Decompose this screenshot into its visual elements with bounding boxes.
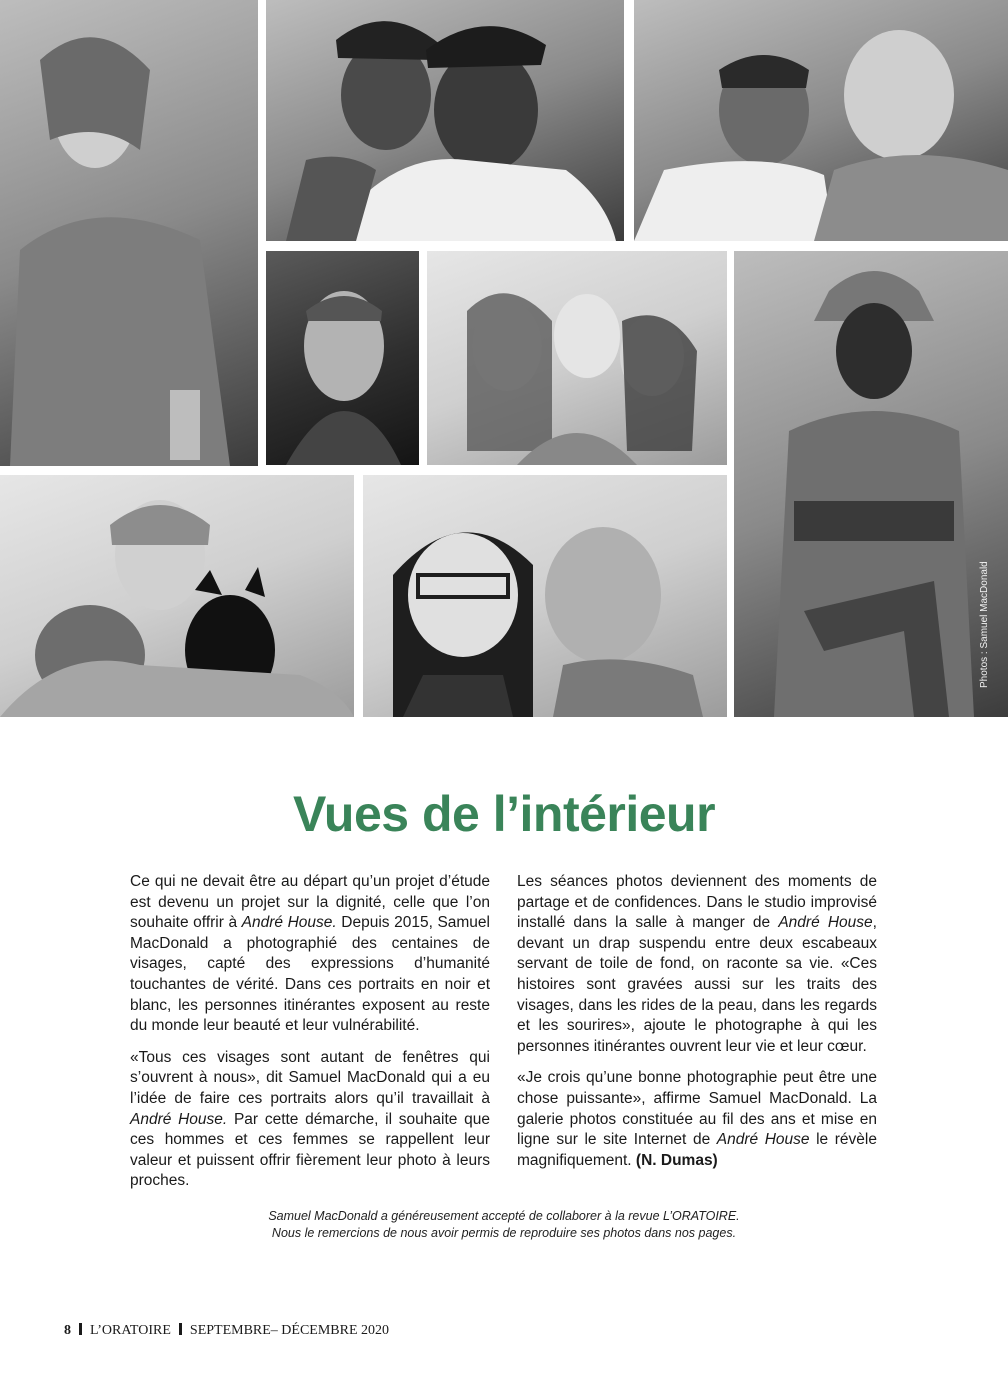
paragraph: Les séances photos deviennent des moments de partage et de confidences. Dans le studio improvisé installé dans la salle à manger de André House, devant un drap suspendu entre deux escabeaux servant de toile de fond, on raconte sa vie. «Ces histoires sont gravées aussi sur les traits des visages, dans les rides de la peau, dans les regards et les sourires», ajoute le photographe à qui les personnes itinérantes ouvrent leur vie et leur cœur. bbox=[517, 873, 877, 1055]
paragraph: «Je crois qu’une bonne photographie peut être une chose puissante», affirme Samuel MacDonald. La galerie photos constituée au fil des ans et mise en ligne sur le site Internet de André House le révèle magnifiquement. (N. Dumas) bbox=[517, 1069, 877, 1169]
note-line-2: Nous le remercions de nous avoir permis de reproduire ses photos dans nos pages. bbox=[271, 1226, 737, 1240]
emphasis: André House bbox=[716, 1131, 810, 1149]
footer-separator bbox=[179, 1323, 182, 1335]
emphasis: André House. bbox=[130, 1110, 228, 1128]
photo-young-woman-older-man bbox=[363, 475, 727, 717]
photo-man-portrait bbox=[266, 251, 419, 465]
footer-separator bbox=[79, 1323, 82, 1335]
article-title: Vues de l’intérieur bbox=[292, 786, 716, 842]
page-number: 8 bbox=[64, 1323, 71, 1338]
article-left-column bbox=[130, 872, 490, 1203]
note-line-1: Samuel MacDonald a généreusement accepté de collaborer à la revue L’ORATOIRE. bbox=[268, 1209, 740, 1223]
photo-woman-profile bbox=[0, 0, 258, 466]
paragraph: Ce qui ne devait être au départ qu’un projet d’étude est devenu un projet sur la dignité, celle que l’on souhaite offrir à André House. Depuis 2015, Samuel MacDonald a photographié des centaines de visages, capté des expressions d’humanité touchantes de vérité. Dans ces portraits en noir et blanc, les personnes itinérantes exposent au reste du monde leur beauté et leur vulnérabilité. bbox=[130, 873, 490, 1035]
paragraph: «Tous ces visages sont autant de fenêtres qui s’ouvrent à nous», dit Samuel MacDonald qui a eu l’idée de faire ces portraits alors qu’il travaillait à André House. Par cette démarche, il souhaite que ces hommes et ces femmes se rappellent leur valeur et puissent offrir fièrement leur photo à leurs proches. bbox=[130, 1048, 490, 1190]
photo-three-young-women bbox=[427, 251, 727, 465]
article-right-column bbox=[517, 872, 877, 1182]
emphasis: André House bbox=[778, 914, 873, 932]
author-signature: (N. Dumas) bbox=[635, 1151, 718, 1169]
photo-credit: Photos : Samuel MacDonald bbox=[979, 561, 990, 688]
photo-two-men-smiling bbox=[634, 0, 1008, 241]
acknowledgement-note bbox=[0, 1208, 1008, 1242]
emphasis: André House. bbox=[241, 914, 337, 932]
magazine-name: L’ORATOIRE bbox=[90, 1323, 171, 1338]
photo-man-hat-seated bbox=[734, 251, 1008, 717]
issue-date: SEPTEMBRE– DÉCEMBRE 2020 bbox=[189, 1323, 390, 1338]
photo-woman-dog-cat bbox=[0, 475, 354, 717]
page-footer bbox=[64, 1323, 389, 1339]
photo-two-men-caps bbox=[266, 0, 624, 241]
